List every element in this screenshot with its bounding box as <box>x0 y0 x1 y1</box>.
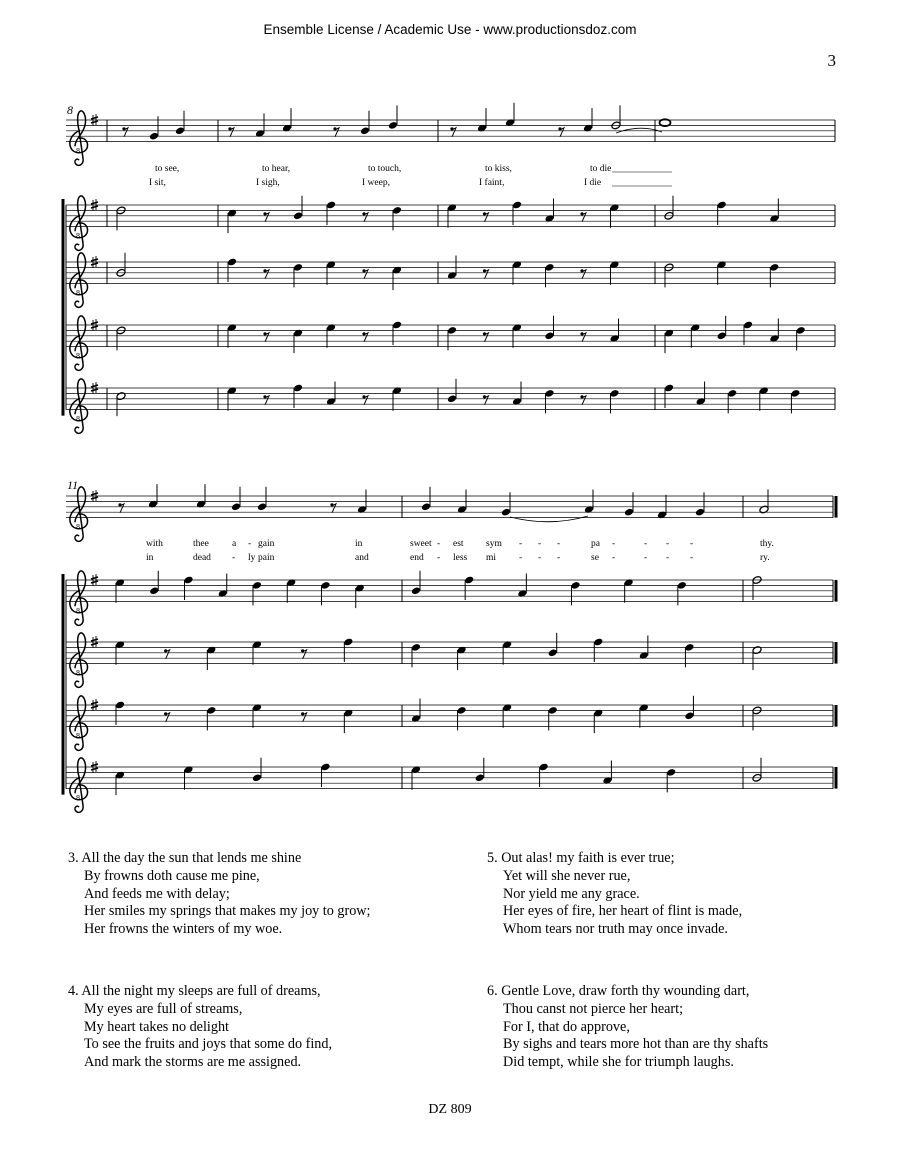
lyric-syllable: in <box>146 553 154 563</box>
lyric-syllable: less <box>453 553 468 563</box>
lyric-syllable: se <box>591 553 599 563</box>
eighth-rest-icon <box>263 332 269 342</box>
lyric-syllable: - <box>538 539 542 549</box>
verse-line: To see the fruits and joys that some do find, <box>84 1036 333 1053</box>
lyric-syllable: - <box>538 553 542 563</box>
lyric-syllable: - <box>557 553 561 563</box>
eighth-rest-icon <box>483 269 489 279</box>
verse-line: Thou canst not pierce her heart; <box>503 1000 684 1017</box>
lyric-syllable: I weep, <box>362 178 390 188</box>
lyric-syllable: pain <box>258 553 275 563</box>
verse-4 <box>68 983 332 1072</box>
treble-clef-icon <box>70 111 88 166</box>
verse-line: For I, that do approve, <box>503 1018 630 1035</box>
eighth-rest-icon <box>580 212 586 222</box>
lyric-syllable: mi <box>486 553 497 563</box>
lyrics-system-1 <box>149 164 672 188</box>
staff-part-2 <box>66 253 835 308</box>
staff-part-2 <box>66 633 836 688</box>
lyric-syllable: - <box>248 539 252 549</box>
lyric-syllable: - <box>666 539 670 549</box>
verse-line: And feeds me with delay; <box>84 885 230 902</box>
treble-clef-icon <box>70 196 88 251</box>
verse-line: Her frowns the winters of my woe. <box>84 921 283 938</box>
octave-mark: 8 <box>76 351 80 361</box>
treble-clef-icon <box>70 696 88 751</box>
verse-3 <box>68 850 370 939</box>
lyric-syllable: a <box>232 539 237 549</box>
system-1 <box>66 103 835 166</box>
verse-line: And mark the storms are me assigned. <box>84 1054 302 1071</box>
treble-clef-icon <box>70 633 88 688</box>
lyric-syllable: to die <box>590 164 612 174</box>
eighth-rest-icon <box>580 269 586 279</box>
lyric-syllable: thy. <box>760 539 774 549</box>
verse-line: My eyes are full of streams, <box>84 1000 243 1017</box>
measure-number: 8 <box>67 103 73 117</box>
octave-mark: 8 <box>76 668 80 678</box>
lyric-syllable: - <box>644 539 648 549</box>
eighth-rest-icon <box>263 269 269 279</box>
eighth-rest-icon <box>362 269 368 279</box>
eighth-rest-icon <box>483 332 489 342</box>
lyric-syllable: I die <box>584 178 602 188</box>
treble-clef-icon <box>70 758 88 813</box>
treble-clef-icon <box>70 487 88 542</box>
lyric-syllable: - <box>437 539 441 549</box>
lyric-syllable: to see, <box>155 164 180 174</box>
eighth-rest-icon <box>228 127 234 137</box>
lyric-syllable: - <box>690 553 694 563</box>
eighth-rest-icon <box>164 649 170 659</box>
license-header: Ensemble License / Academic Use - www.productionsdoz.com <box>263 22 637 37</box>
lyric-syllable: I faint, <box>479 178 505 188</box>
lyric-syllable: ry. <box>760 553 770 563</box>
lyric-syllable: sweet <box>410 539 432 549</box>
eighth-rest-icon <box>122 127 128 137</box>
lyric-syllable: sym <box>486 539 502 549</box>
eighth-rest-icon <box>450 127 456 137</box>
eighth-rest-icon <box>362 332 368 342</box>
verse-line: By frowns doth cause me pine, <box>84 867 260 884</box>
eighth-rest-icon <box>483 212 489 222</box>
verse-line: Yet will she never rue, <box>503 867 631 884</box>
octave-mark: 8 <box>76 231 80 241</box>
treble-clef-icon <box>70 379 88 434</box>
verse-line: 6. Gentle Love, draw forth thy wounding dart, <box>487 983 750 999</box>
eighth-rest-icon <box>330 503 336 513</box>
lyric-syllable: dead <box>193 553 211 563</box>
eighth-rest-icon <box>558 127 564 137</box>
page-number: 3 <box>827 51 836 70</box>
catalog-number: DZ 809 <box>428 1102 472 1117</box>
lyric-syllable: I sit, <box>149 178 166 188</box>
eighth-rest-icon <box>580 395 586 405</box>
lyric-syllable: to hear, <box>262 164 291 174</box>
lyric-syllable: and <box>355 553 369 563</box>
lyric-syllable: with <box>146 539 163 549</box>
verse-line: 4. All the night my sleeps are full of dreams, <box>68 983 321 999</box>
octave-mark: 8 <box>76 146 80 156</box>
lyric-syllable: - <box>232 553 236 563</box>
lyric-syllable: ly <box>248 553 256 563</box>
staff-part-4 <box>66 758 836 813</box>
lyric-syllable: - <box>437 553 441 563</box>
eighth-rest-icon <box>580 332 586 342</box>
lyric-syllable: gain <box>258 539 275 549</box>
treble-clef-icon <box>70 253 88 308</box>
octave-mark: 8 <box>76 288 80 298</box>
treble-clef-icon <box>70 316 88 371</box>
staff-part-3 <box>66 696 836 751</box>
eighth-rest-icon <box>118 503 124 513</box>
eighth-rest-icon <box>362 212 368 222</box>
lyric-syllable: end <box>410 553 424 563</box>
octave-mark: 8 <box>76 414 80 424</box>
lyric-syllable: - <box>690 539 694 549</box>
lyric-syllable: - <box>612 539 616 549</box>
staff-voice <box>66 103 835 166</box>
lyric-syllable: to touch, <box>368 164 402 174</box>
tie <box>510 516 588 522</box>
lyric-syllable: to kiss, <box>485 164 512 174</box>
lyric-syllable: - <box>519 539 523 549</box>
lyric-syllable: est <box>453 539 464 549</box>
verse-line: Did tempt, while she for triumph laughs. <box>503 1054 734 1071</box>
lyric-syllable: - <box>644 553 648 563</box>
verse-line: My heart takes no delight <box>84 1018 229 1035</box>
verse-line: Whom tears nor truth may once invade. <box>503 921 728 938</box>
lyric-syllable: I sigh, <box>256 178 280 188</box>
staff-part-1 <box>66 571 836 626</box>
eighth-rest-icon <box>362 395 368 405</box>
verse-6 <box>487 983 768 1072</box>
eighth-rest-icon <box>333 127 339 137</box>
lyric-syllable: - <box>519 553 523 563</box>
staff-part-1 <box>66 196 835 251</box>
verse-line: 5. Out alas! my faith is ever true; <box>487 850 675 866</box>
lyric-syllable: - <box>666 553 670 563</box>
lyric-syllable: pa <box>591 539 600 549</box>
eighth-rest-icon <box>301 649 307 659</box>
octave-mark: 8 <box>76 793 80 803</box>
lyric-syllable: in <box>355 539 363 549</box>
treble-clef-icon <box>70 571 88 626</box>
lyrics-system-2 <box>146 539 774 563</box>
octave-mark: 8 <box>76 606 80 616</box>
eighth-rest-icon <box>263 395 269 405</box>
octave-mark: 8 <box>76 522 80 532</box>
staff-part-3 <box>66 316 835 371</box>
eighth-rest-icon <box>263 212 269 222</box>
staff-voice <box>66 484 836 541</box>
verse-5 <box>487 850 742 939</box>
lyric-syllable: thee <box>193 539 209 549</box>
measure-number: 11 <box>67 478 79 492</box>
eighth-rest-icon <box>483 395 489 405</box>
verse-line: Her eyes of fire, her heart of flint is made, <box>503 903 743 920</box>
eighth-rest-icon <box>301 712 307 722</box>
verse-line: 3. All the day the sun that lends me shine <box>68 850 302 866</box>
lyric-syllable: - <box>612 553 616 563</box>
octave-mark: 8 <box>76 731 80 741</box>
eighth-rest-icon <box>164 712 170 722</box>
verse-line: Her smiles my springs that makes my joy to grow; <box>84 903 371 920</box>
verse-line: Nor yield me any grace. <box>503 885 640 902</box>
lyric-syllable: - <box>557 539 561 549</box>
verse-line: By sighs and tears more hot than are thy shafts <box>503 1036 769 1053</box>
staff-part-4 <box>66 379 835 434</box>
